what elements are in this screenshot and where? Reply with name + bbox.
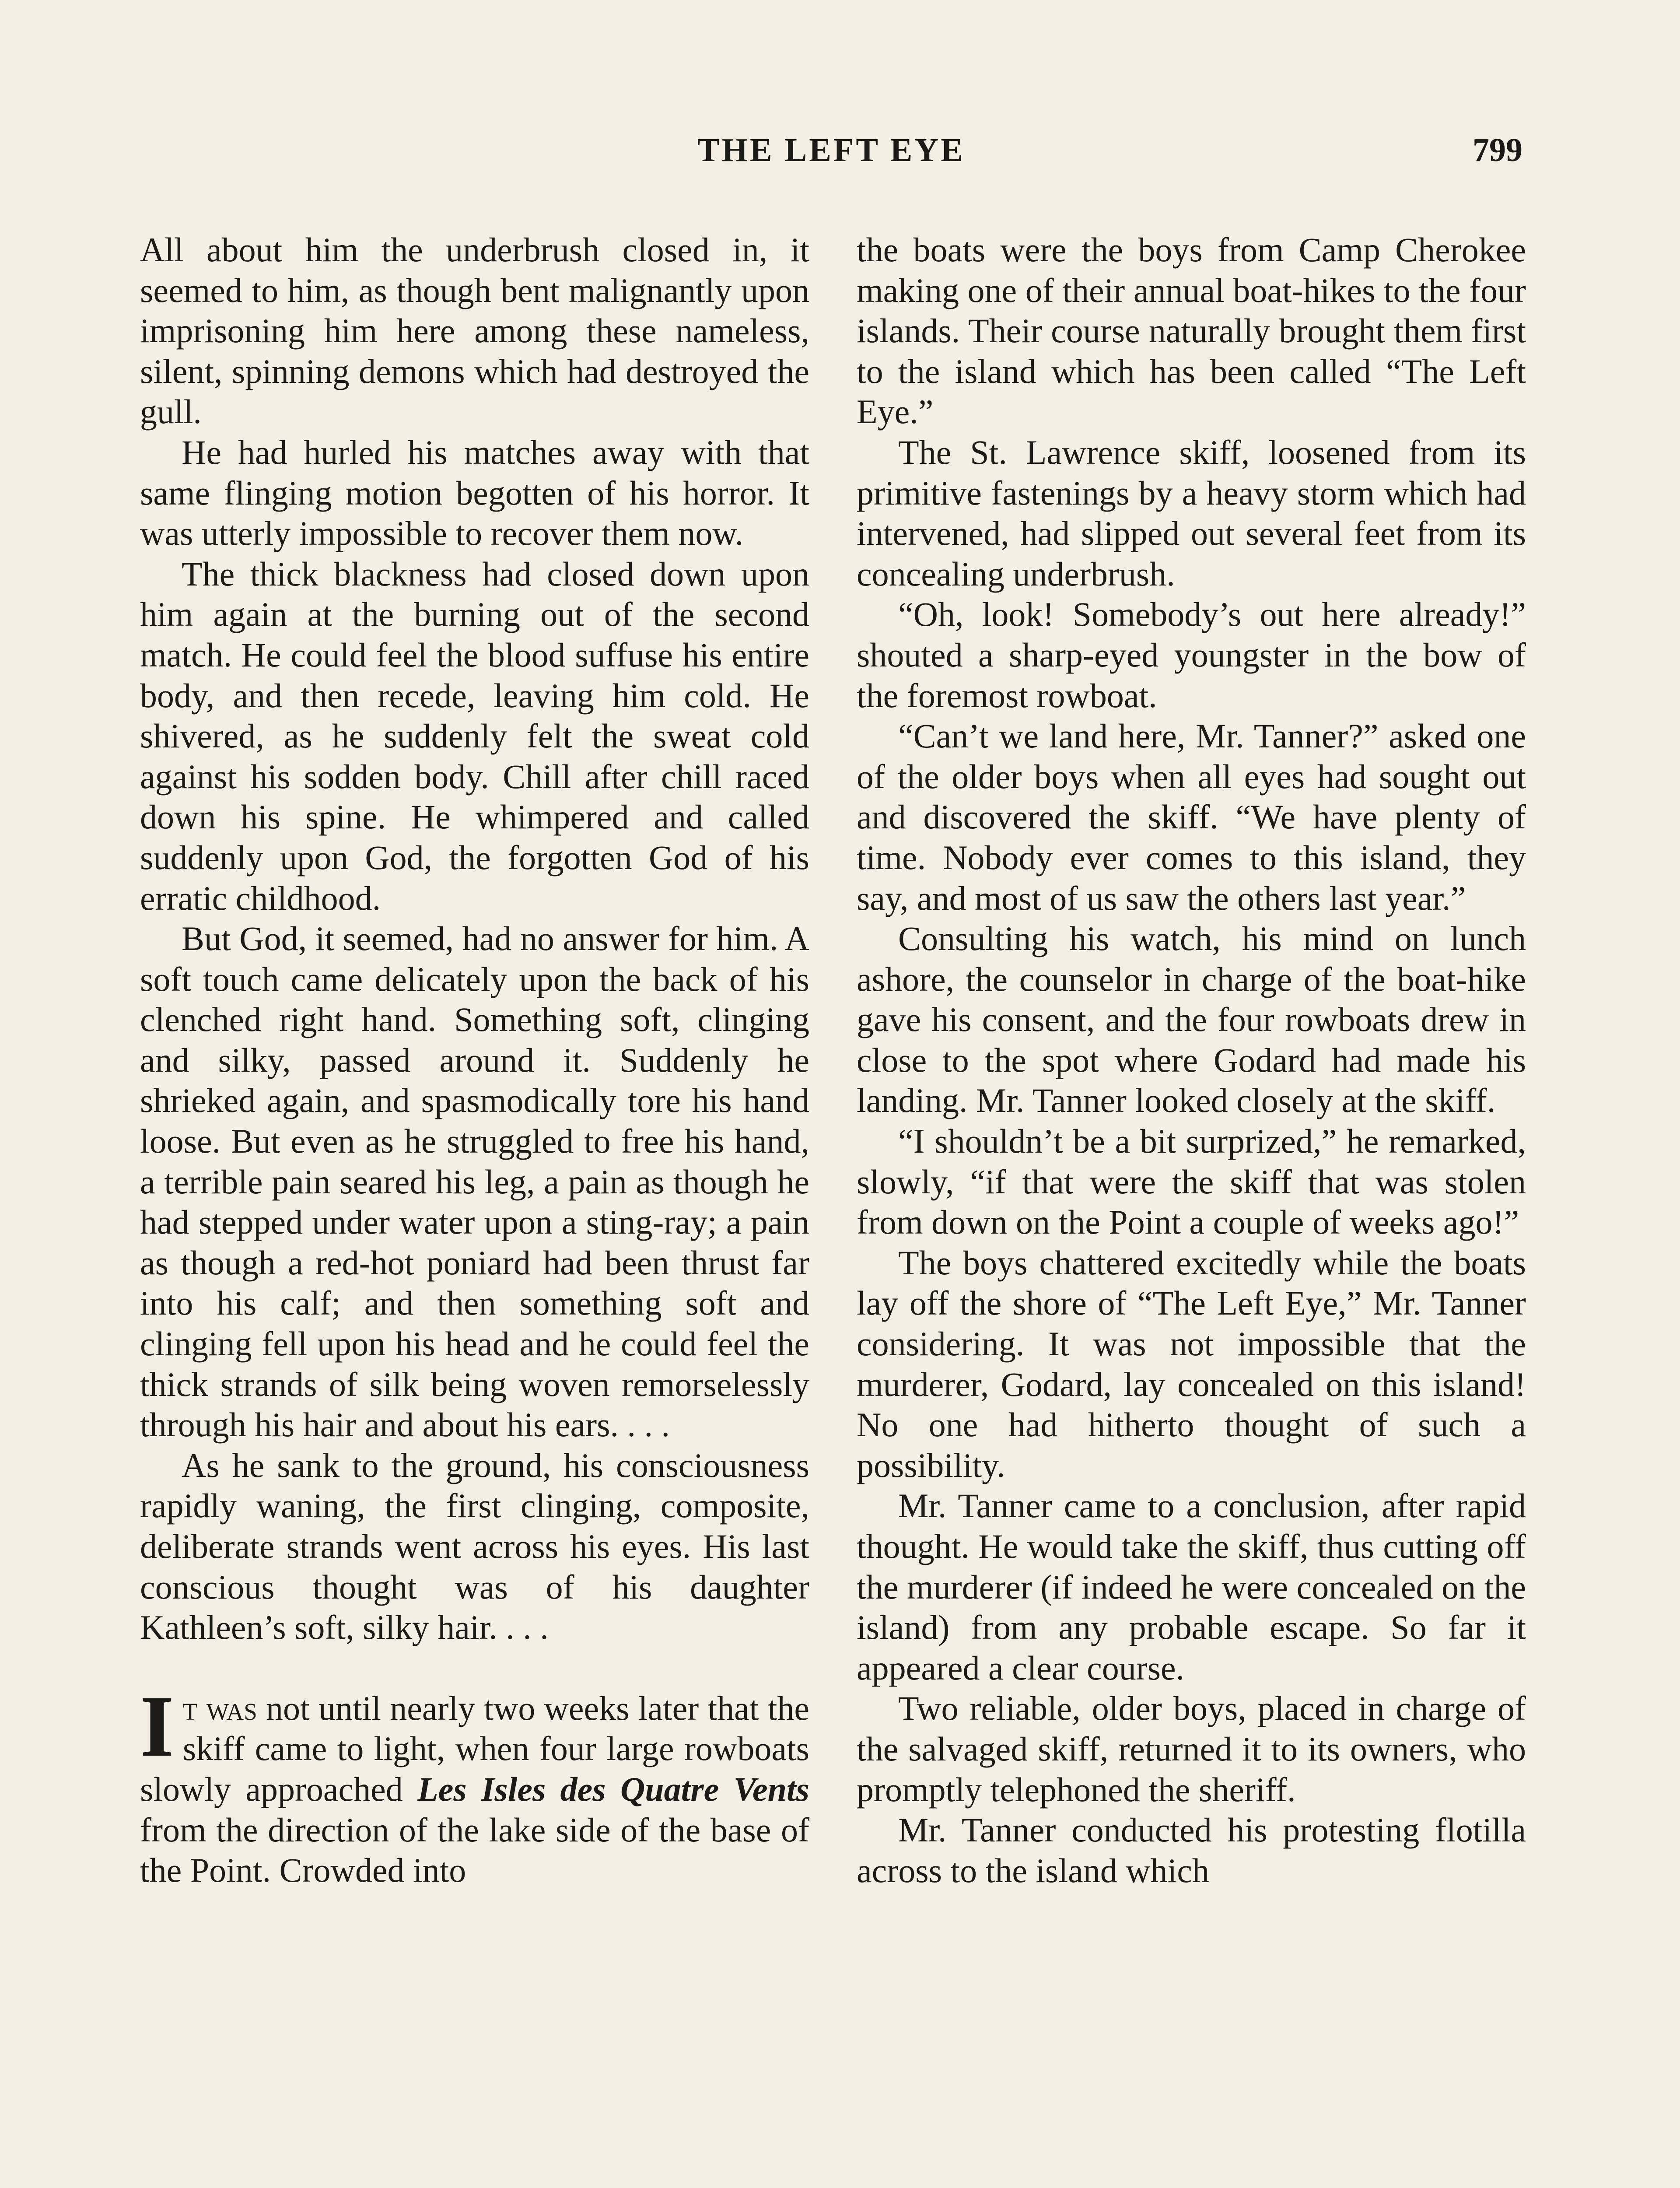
- paragraph: Two reliable, older boys, placed in charge of the salvaged skiff, returned it to its owners, who promptly telephoned the sheriff.: [857, 1689, 1526, 1809]
- paragraph: But God, it seemed, had no answer for him. A soft touch came delicately upon the back of his clenched right hand. Something soft, clinging and silky, passed around it. Suddenly he shrieked again, and spasmodically tore his hand loose. But even as he struggled to free his hand, a terrible pain seared his leg, a pain as though he had stepped under water upon a sting-ray; a pain as though a red-hot poniard had been thrust far into his calf; and then something soft and clinging fell upon his head and he could feel the thick strands of silk being woven remorselessly through his hair and about his ears. . . .: [140, 919, 809, 1444]
- page-header: [140, 131, 1522, 179]
- paragraph: “Can’t we land here, Mr. Tanner?” asked one of the older boys when all eyes had sought out and discovered the skiff. “We have plenty of time. Nobody ever comes to this island, they say, and most of us saw the others last year.”: [857, 717, 1526, 917]
- paragraph: Mr. Tanner conducted his protesting flotilla across to the island which: [857, 1811, 1526, 1890]
- paragraph: The boys chattered excitedly while the boats lay off the shore of “The Left Eye,” Mr. Tanner considering. It was not impossible that the murderer, Godard, lay concealed on this island! No one had hitherto thought of such a possibility.: [857, 1243, 1526, 1484]
- paragraph: Consulting his watch, his mind on lunch ashore, the counselor in charge of the boat-hike gave his consent, and the four rowboats drew in close to the spot where Godard had made his landing. Mr. Tanner looked closely at the skiff.: [857, 919, 1526, 1120]
- section-opening-paragraph: [140, 1678, 810, 1891]
- small-caps-lead: t was: [182, 1689, 257, 1727]
- paragraph: The St. Lawrence skiff, loosened from its primitive fastenings by a heavy storm which had intervened, had slipped out several feet from its concealing underbrush.: [857, 433, 1526, 593]
- paragraph: “Oh, look! Somebody’s out here already!” shouted a sharp-eyed youngster in the bow of the foremost rowboat.: [857, 595, 1526, 715]
- section-text-end: from the direction of the lake side of the base of the Point. Crowded into: [140, 1810, 809, 1890]
- page-number: 799: [1473, 132, 1522, 168]
- drop-cap: I: [140, 1678, 174, 1775]
- left-column: [140, 230, 809, 1891]
- paragraph: The thick blackness had closed down upon him again at the burning out of the second match. He could feel the blood suffuse his entire body, and then recede, leaving him cold. He shivered, as he suddenly felt the sweat cold against his sodden body. Chill after chill raced down his spine. He whimpered and called suddenly upon God, the forgotten God of his erratic childhood.: [140, 554, 809, 917]
- paragraph: All about him the underbrush closed in, it seemed to him, as though bent malignantly upon imprisoning him here among these nameless, silent, spinning demons which had destroyed the gull.: [140, 231, 809, 431]
- right-column: [857, 230, 1526, 1891]
- italic-place-name: Les Isles des Quatre Vents: [417, 1770, 810, 1808]
- running-title: THE LEFT EYE: [697, 132, 965, 168]
- paragraph: “I shouldn’t be a bit surprized,” he remarked, slowly, “if that were the skiff that was stolen from down on the Point a couple of weeks ago!”: [857, 1122, 1526, 1241]
- section-text: not until nearly two weeks later that the skiff came to light, when four large rowboats slowly approached: [140, 1689, 809, 1808]
- paragraph: As he sank to the ground, his consciousness rapidly waning, the first clinging, composite, deliberate strands went across his eyes. His last conscious thought was of his daughter Kathleen’s soft, silky hair. . . .: [140, 1446, 809, 1647]
- paragraph: He had hurled his matches away with that same flinging motion begotten of his horror. It was utterly impossible to recover them now.: [140, 433, 809, 553]
- paragraph: Mr. Tanner came to a conclusion, after rapid thought. He would take the skiff, thus cutting off the murderer (if indeed he were concealed on the island) from any probable escape. So far it appeared a clear course.: [857, 1487, 1526, 1687]
- paragraph: the boats were the boys from Camp Cherokee making one of their annual boat-hikes to the four islands. Their course naturally brought them first to the island which has been called “The Left Eye.”: [857, 231, 1526, 431]
